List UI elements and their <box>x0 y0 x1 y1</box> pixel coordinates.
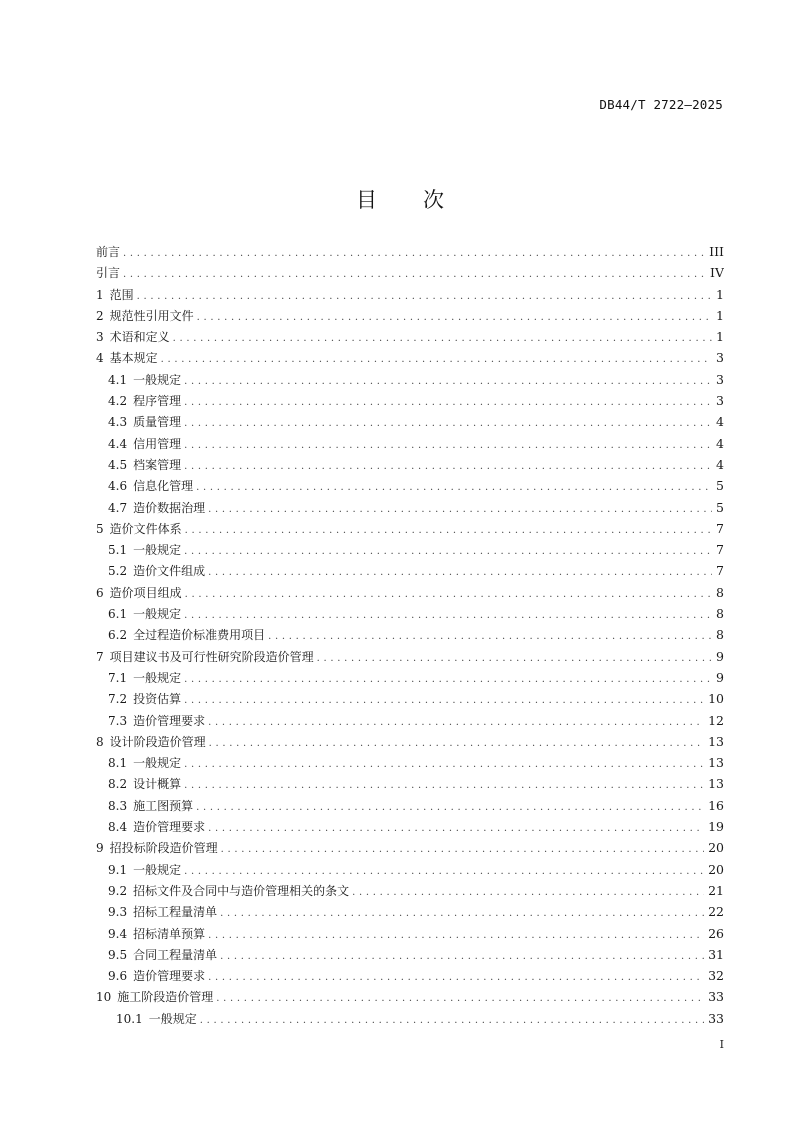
toc-entry-number: 8.4 <box>108 820 128 835</box>
toc-entry-number: 7.1 <box>108 670 128 685</box>
toc-entry-label <box>96 987 216 1007</box>
toc-entry-page: 13 <box>708 733 724 749</box>
toc-entry-page: 4 <box>716 435 724 451</box>
toc-entry[interactable] <box>96 497 724 518</box>
toc-entry-page: 9 <box>716 648 724 664</box>
toc-entry-number: 5 <box>96 521 104 536</box>
dot-leader <box>184 371 712 390</box>
toc-entry[interactable] <box>96 433 724 454</box>
toc-entry-text: 施工图预算 <box>133 798 194 813</box>
dot-leader <box>184 669 712 688</box>
toc-entry-page: 5 <box>716 478 724 494</box>
toc-entry-label <box>108 434 184 454</box>
toc-entry-label <box>108 924 208 944</box>
dot-leader <box>197 307 712 326</box>
dot-leader <box>123 243 705 262</box>
toc-entry-page: IV <box>710 265 724 281</box>
toc-entry-page: 8 <box>716 627 724 643</box>
toc-entry-page: 7 <box>716 542 724 558</box>
toc-entry-text: 信息化管理 <box>133 479 194 494</box>
toc-entry-page: 4 <box>716 414 724 430</box>
toc-entry-text: 造价管理要求 <box>133 713 206 728</box>
toc-entry[interactable] <box>96 646 724 667</box>
toc-entry-number: 8.1 <box>108 756 128 771</box>
toc-entry-label <box>96 306 197 326</box>
toc-entry-label <box>96 732 209 752</box>
dot-leader <box>184 435 712 454</box>
toc-entry-text: 项目建议书及可行性研究阶段造价管理 <box>109 649 314 664</box>
toc-entry-number: 4.6 <box>108 479 128 494</box>
toc-entry-page: 20 <box>708 840 724 856</box>
dot-leader <box>208 712 704 731</box>
dot-leader <box>184 861 704 880</box>
toc-entry-text: 造价文件组成 <box>133 564 206 579</box>
toc-entry[interactable] <box>96 837 724 858</box>
toc-entry[interactable] <box>96 965 724 986</box>
toc-entry-label <box>108 604 184 624</box>
toc-entry-number: 1 <box>96 287 104 302</box>
toc-entry-number: 6.2 <box>108 628 128 643</box>
toc-entry[interactable] <box>96 326 724 347</box>
toc-entry-number: 4 <box>96 351 104 366</box>
dot-leader <box>200 1010 704 1029</box>
dot-leader <box>209 733 704 752</box>
toc-entry-number: 3 <box>96 330 104 345</box>
toc-entry-number: 8.3 <box>108 798 128 813</box>
toc-entry-number: 9.2 <box>108 883 128 898</box>
page-title <box>0 184 800 214</box>
toc-entry[interactable] <box>96 624 724 645</box>
dot-leader <box>184 775 704 794</box>
toc-entry[interactable] <box>96 305 724 326</box>
toc-entry[interactable] <box>96 582 724 603</box>
toc-entry[interactable] <box>96 731 724 752</box>
dot-leader <box>123 264 706 283</box>
toc-entry-number: 6.1 <box>108 607 128 622</box>
toc-entry[interactable] <box>96 390 724 411</box>
toc-entry-text: 基本规定 <box>109 351 158 366</box>
toc-entry-text: 造价管理要求 <box>133 820 206 835</box>
dot-leader <box>196 797 704 816</box>
toc-entry[interactable] <box>96 411 724 432</box>
toc-entry-page: 1 <box>716 286 724 302</box>
toc-entry-text: 程序管理 <box>133 394 182 409</box>
toc-entry[interactable] <box>96 816 724 837</box>
dot-leader <box>221 839 704 858</box>
toc-entry-label <box>108 455 184 475</box>
toc-entry-text: 造价项目组成 <box>109 585 182 600</box>
dot-leader <box>184 413 712 432</box>
toc-entry[interactable] <box>96 880 724 901</box>
dot-leader <box>184 605 712 624</box>
toc-entry-page: 20 <box>708 861 724 877</box>
toc-entry-page: 3 <box>716 393 724 409</box>
toc-entry-label <box>96 838 221 858</box>
toc-entry[interactable] <box>96 752 724 773</box>
dot-leader <box>220 946 704 965</box>
toc-entry-text: 招投标阶段造价管理 <box>109 841 218 856</box>
toc-entry-label <box>108 498 208 518</box>
toc-entry-text: 术语和定义 <box>109 330 170 345</box>
toc-entry-page: 21 <box>708 882 724 898</box>
toc-entry-text: 造价文件体系 <box>109 521 182 536</box>
toc-entry-page: 5 <box>716 499 724 515</box>
toc-entry-label <box>108 412 184 432</box>
title-char-1: 目 <box>356 188 377 212</box>
toc-entry-label <box>108 391 184 411</box>
toc-entry[interactable] <box>96 539 724 560</box>
toc-entry-text: 一般规定 <box>133 756 182 771</box>
toc-entry-page: 16 <box>708 797 724 813</box>
toc-entry[interactable] <box>96 923 724 944</box>
toc-entry-number: 10 <box>96 990 112 1005</box>
toc-entry-label <box>108 945 220 965</box>
dot-leader <box>268 626 712 645</box>
toc-entry-text: 档案管理 <box>133 457 182 472</box>
toc-entry-number: 9 <box>96 841 104 856</box>
toc-entry-label <box>96 327 173 347</box>
toc-entry-label <box>96 647 317 667</box>
title-char-2: 次 <box>423 188 444 212</box>
toc-entry-page: 19 <box>708 819 724 835</box>
toc-entry-text: 引言 <box>96 266 121 281</box>
toc-entry-label <box>108 625 268 645</box>
toc-entry-page: 10 <box>708 691 724 707</box>
toc-entry-number: 8 <box>96 734 104 749</box>
toc-entry-label <box>108 966 208 986</box>
toc-entry-text: 一般规定 <box>133 862 182 877</box>
toc-entry-number: 5.2 <box>108 564 128 579</box>
toc-entry-number: 9.3 <box>108 905 128 920</box>
toc-entry-label <box>108 711 208 731</box>
toc-entry-label <box>108 796 196 816</box>
toc-entry-text: 一般规定 <box>133 543 182 558</box>
toc-entry-number: 9.1 <box>108 862 128 877</box>
toc-entry-page: 7 <box>716 563 724 579</box>
toc-entry-text: 招标工程量清单 <box>133 905 218 920</box>
toc-entry-text: 一般规定 <box>133 670 182 685</box>
dot-leader <box>220 903 704 922</box>
dot-leader <box>184 456 712 475</box>
toc-entry-number: 7.2 <box>108 692 128 707</box>
dot-leader <box>185 520 712 539</box>
dot-leader <box>184 392 712 411</box>
toc-entry[interactable] <box>96 262 724 283</box>
toc-entry[interactable] <box>96 454 724 475</box>
toc-entry-label <box>108 540 184 560</box>
toc-entry-label <box>108 774 184 794</box>
toc-entry[interactable] <box>96 986 724 1007</box>
toc-entry-label <box>96 285 137 305</box>
toc-entry-label <box>108 668 184 688</box>
toc-entry-page: 3 <box>716 350 724 366</box>
toc-entry-text: 范围 <box>109 287 134 302</box>
toc-entry[interactable] <box>96 901 724 922</box>
toc-entry-text: 造价管理要求 <box>133 969 206 984</box>
toc-entry-number: 4.7 <box>108 500 128 515</box>
toc-entry-page: 9 <box>716 669 724 685</box>
toc-entry-page: 32 <box>708 968 724 984</box>
dot-leader <box>184 541 712 560</box>
toc-entry-label <box>108 902 220 922</box>
dot-leader <box>184 690 704 709</box>
toc-entry[interactable] <box>96 710 724 731</box>
toc-entry[interactable] <box>96 241 724 262</box>
toc-entry-page: 22 <box>708 904 724 920</box>
toc-entry-number: 9.4 <box>108 926 128 941</box>
toc-entry-text: 设计阶段造价管理 <box>109 734 206 749</box>
toc-entry-number: 7.3 <box>108 713 128 728</box>
toc-entry-text: 招标文件及合同中与造价管理相关的条文 <box>133 883 350 898</box>
toc-entry-page: 8 <box>716 584 724 600</box>
toc-entry-label <box>96 242 123 262</box>
toc-entry-page: 13 <box>708 776 724 792</box>
toc-entry-page: III <box>709 244 724 259</box>
toc-entry[interactable] <box>96 284 724 305</box>
toc-entry-text: 施工阶段造价管理 <box>117 990 214 1005</box>
toc-entry-number: 9.5 <box>108 947 128 962</box>
toc-entry[interactable] <box>96 518 724 539</box>
dot-leader <box>317 648 712 667</box>
toc-entry-label <box>96 583 185 603</box>
toc-entry[interactable] <box>96 1008 724 1029</box>
toc-entry-page: 13 <box>708 755 724 771</box>
toc-entry-text: 设计概算 <box>133 777 182 792</box>
toc-entry-text: 造价数据治理 <box>133 500 206 515</box>
page-number: I <box>719 1038 724 1051</box>
toc-entry-page: 3 <box>716 371 724 387</box>
toc-entry-text: 全过程造价标准费用项目 <box>133 628 266 643</box>
dot-leader <box>196 477 712 496</box>
toc-entry-number: 4.4 <box>108 436 128 451</box>
toc-entry[interactable] <box>96 859 724 880</box>
dot-leader <box>208 562 712 581</box>
toc-entry-page: 33 <box>708 989 724 1005</box>
toc-entry-label <box>108 476 196 496</box>
toc-entry[interactable] <box>96 667 724 688</box>
toc-entry[interactable] <box>96 369 724 390</box>
toc-entry-text: 规范性引用文件 <box>109 308 194 323</box>
toc-entry-text: 前言 <box>96 245 121 259</box>
dot-leader <box>173 328 712 347</box>
toc-entry[interactable] <box>96 688 724 709</box>
toc-entry-label <box>108 370 184 390</box>
toc-entry-number: 6 <box>96 585 104 600</box>
toc-entry-number: 4.2 <box>108 394 128 409</box>
toc-entry-text: 合同工程量清单 <box>133 947 218 962</box>
toc-entry-label <box>108 881 352 901</box>
toc-entry-number: 4.1 <box>108 372 128 387</box>
toc-entry-number: 4.3 <box>108 415 128 430</box>
toc-entry-page: 7 <box>716 520 724 536</box>
toc-entry-text: 信用管理 <box>133 436 182 451</box>
dot-leader <box>208 499 712 518</box>
toc-entry[interactable] <box>96 347 724 368</box>
dot-leader <box>216 988 704 1007</box>
dot-leader <box>208 967 704 986</box>
toc-entry-number: 8.2 <box>108 777 128 792</box>
toc-entry-text: 一般规定 <box>133 372 182 387</box>
dot-leader <box>161 349 712 368</box>
toc-entry-label <box>116 1009 200 1029</box>
dot-leader <box>208 925 704 944</box>
toc-entry-number: 5.1 <box>108 543 128 558</box>
toc-entry-page: 1 <box>716 307 724 323</box>
dot-leader <box>185 584 712 603</box>
toc-entry-number: 9.6 <box>108 969 128 984</box>
toc-entry-page: 1 <box>716 329 724 345</box>
toc-entry-label <box>108 817 208 837</box>
toc-entry-label <box>108 689 184 709</box>
toc-entry-text: 招标清单预算 <box>133 926 206 941</box>
toc-entry-text: 投资估算 <box>133 692 182 707</box>
toc-entry-number: 2 <box>96 308 104 323</box>
dot-leader <box>208 818 704 837</box>
toc-entry-label <box>96 519 185 539</box>
toc-entry-page: 12 <box>708 712 724 728</box>
toc-entry-number: 10.1 <box>116 1011 143 1026</box>
standard-code: DB44/T 2722—2025 <box>599 97 723 112</box>
dot-leader <box>352 882 704 901</box>
table-of-contents <box>96 241 724 1029</box>
toc-entry-text: 一般规定 <box>148 1011 197 1026</box>
toc-entry-label <box>108 860 184 880</box>
toc-entry[interactable] <box>96 773 724 794</box>
toc-entry-label <box>96 348 161 368</box>
toc-entry-page: 33 <box>708 1010 724 1026</box>
toc-entry-page: 4 <box>716 456 724 472</box>
toc-entry-label <box>96 263 123 283</box>
toc-entry[interactable] <box>96 603 724 624</box>
toc-entry[interactable] <box>96 944 724 965</box>
toc-entry[interactable] <box>96 795 724 816</box>
toc-entry[interactable] <box>96 560 724 581</box>
dot-leader <box>184 754 704 773</box>
toc-entry-page: 8 <box>716 606 724 622</box>
toc-entry-text: 质量管理 <box>133 415 182 430</box>
toc-entry-number: 7 <box>96 649 104 664</box>
toc-entry-page: 26 <box>708 925 724 941</box>
toc-entry-text: 一般规定 <box>133 607 182 622</box>
toc-entry-number: 4.5 <box>108 457 128 472</box>
toc-entry-label <box>108 753 184 773</box>
toc-entry-page: 31 <box>708 946 724 962</box>
dot-leader <box>137 286 712 305</box>
toc-entry-label <box>108 561 208 581</box>
toc-entry[interactable] <box>96 475 724 496</box>
